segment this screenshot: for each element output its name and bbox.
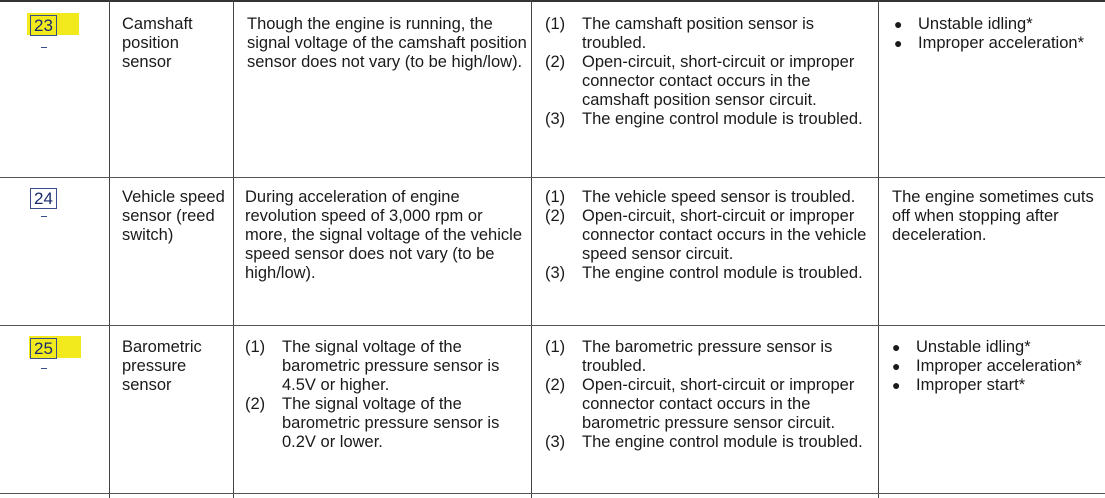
row-divider [0,177,1105,178]
diagnosis-code: 23 [30,15,57,36]
diagnosis-code: 24 [30,188,57,209]
item-name: Barometric pressure sensor [122,338,202,394]
list-item: (1) The vehicle speed sensor is troubled. [545,188,856,206]
bullet-icon: ● [894,35,903,51]
symptoms-list [884,338,1096,395]
list-item: (1) The signal voltage of the barometric pressure sensor is 4.5V or higher. [245,338,500,394]
table-row [30,338,100,359]
code-underline [41,47,47,48]
list-item: ● Improper acceleration* [884,357,1096,376]
list-item: (1) The barometric pressure sensor is troubled. [545,338,833,375]
causes-list [545,188,875,283]
list-item: (3) The engine control module is troubled. [545,110,863,128]
column-divider [233,0,234,498]
list-item: (2) Open-circuit, short-circuit or improper connector contact occurs in the camshaft position sensor circuit. [545,53,855,109]
diagnosis-code: 25 [30,338,57,359]
list-item: (2) The signal voltage of the barometric pressure sensor is 0.2V or lower. [245,395,500,451]
table-row [30,188,100,209]
column-divider [878,0,879,498]
list-item: ● Improper start* [884,376,1096,395]
list-item: (2) Open-circuit, short-circuit or improper connector contact occurs in the vehicle speed sensor circuit. [545,207,867,263]
row-divider [0,493,1105,494]
code-underline [41,368,47,369]
list-item: (1) The camshaft position sensor is troubled. [545,15,815,52]
condition-text: Though the engine is running, the signal voltage of the camshaft position sensor does not vary (to be high/low). [247,15,527,71]
column-divider [531,0,532,498]
list-item: (3) The engine control module is troubled. [545,264,863,282]
list-item: (2) Open-circuit, short-circuit or improper connector contact occurs in the barometric pressure sensor circuit. [545,376,855,432]
column-divider [109,0,110,498]
condition-text: During acceleration of engine revolution speed of 3,000 rpm or more, the signal voltage of the vehicle speed sensor does not vary (to be high/low). [245,188,522,282]
symptoms-list [886,15,1096,53]
bullet-icon: ● [894,16,903,32]
list-item: (3) The engine control module is troubled. [545,433,863,451]
item-name: Vehicle speed sensor (reed switch) [122,188,225,244]
list-item: ● Unstable idling* [884,338,1096,357]
causes-list [545,338,875,452]
bullet-icon: ● [892,339,901,355]
bullet-icon: ● [892,358,901,374]
list-item: ● Unstable idling* [886,15,1096,34]
code-underline [41,216,47,217]
symptom-text: The engine sometimes cuts off when stopping after deceleration. [892,188,1094,244]
causes-list [545,15,875,129]
table-row [30,15,100,36]
conditions-list [245,338,527,452]
bullet-icon: ● [892,377,901,393]
row-divider [0,325,1105,326]
item-name: Camshaft position sensor [122,15,193,71]
table-top-border [0,0,1105,2]
list-item: ● Improper acceleration* [886,34,1096,53]
